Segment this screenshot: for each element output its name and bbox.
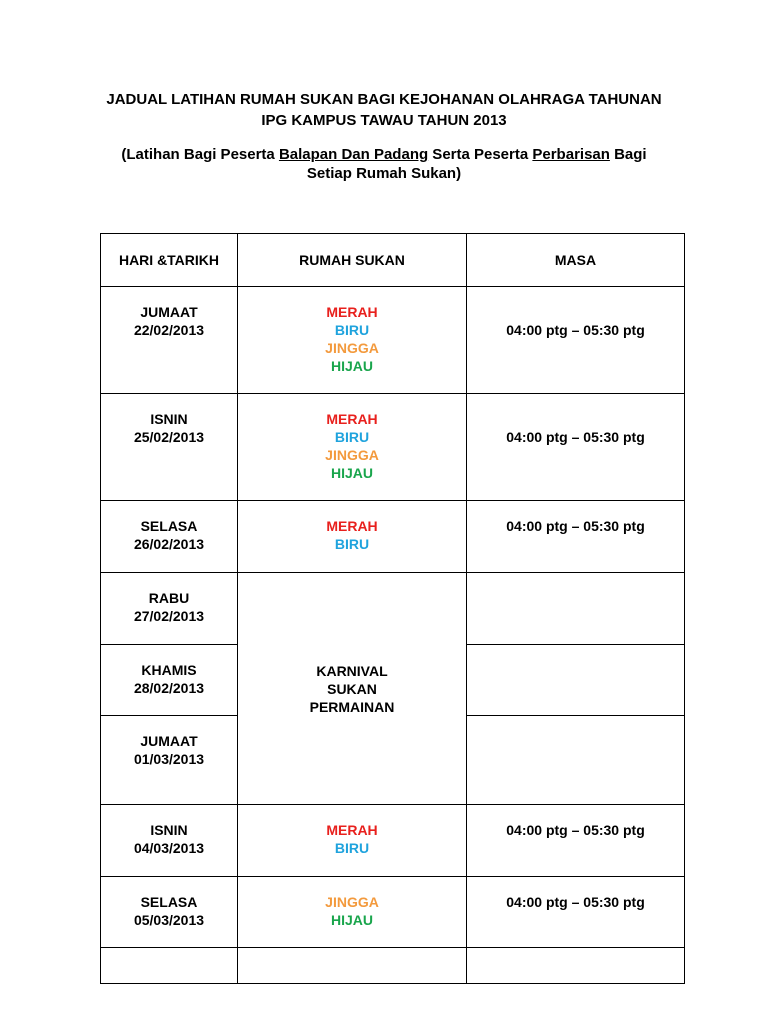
date-label: 05/03/2013 <box>133 912 205 928</box>
date-label: 04/03/2013 <box>133 840 205 856</box>
table-row <box>101 877 685 948</box>
houses-cell <box>238 287 467 394</box>
header-masa: MASA <box>467 234 685 287</box>
date-label: 27/02/2013 <box>133 608 205 624</box>
houses-cell <box>238 877 467 948</box>
date-label: 26/02/2013 <box>133 536 205 552</box>
date-label: 28/02/2013 <box>133 680 205 696</box>
table-row <box>101 805 685 877</box>
house-biru: BIRU <box>334 840 370 856</box>
table-row-empty <box>101 948 685 984</box>
houses-cell <box>238 805 467 877</box>
schedule-table <box>100 233 685 984</box>
day-date-cell <box>101 394 238 501</box>
day-label: RABU <box>148 590 190 606</box>
table-row <box>101 287 685 394</box>
subtitle-underlined-perbarisan: Perbarisan <box>532 146 610 163</box>
time-cell-empty <box>467 573 685 645</box>
subtitle-underlined-balapan: Balapan Dan Padang <box>278 146 429 163</box>
day-date-cell <box>101 716 238 805</box>
time-cell: 04:00 ptg – 05:30 ptg <box>467 877 685 948</box>
subtitle-text-2: Serta Peserta <box>428 146 533 163</box>
day-date-cell <box>101 645 238 716</box>
house-hijau: HIJAU <box>330 465 373 481</box>
house-biru: BIRU <box>334 322 370 338</box>
day-label: ISNIN <box>150 411 188 427</box>
house-jingga: JINGGA <box>325 447 379 463</box>
house-jingga: JINGGA <box>325 340 379 356</box>
time-cell: 04:00 ptg – 05:30 ptg <box>467 287 685 394</box>
house-merah: MERAH <box>326 304 378 320</box>
house-merah: MERAH <box>326 518 378 534</box>
day-label: JUMAAT <box>140 733 198 749</box>
day-label: KHAMIS <box>141 662 197 678</box>
day-label: SELASA <box>140 518 198 534</box>
houses-cell <box>238 501 467 573</box>
houses-cell <box>238 394 467 501</box>
day-date-cell <box>101 805 238 877</box>
house-biru: BIRU <box>334 429 370 445</box>
table-row <box>101 501 685 573</box>
subtitle-text-1: (Latihan Bagi Peserta <box>121 146 279 163</box>
subtitle-text-3: Bagi <box>609 146 647 163</box>
day-label: JUMAAT <box>140 304 198 320</box>
house-jingga: JINGGA <box>325 894 379 910</box>
subtitle-line-1 <box>0 145 768 165</box>
table-row <box>101 573 685 645</box>
table-row <box>101 394 685 501</box>
day-date-cell <box>101 877 238 948</box>
header-hari-tarikh: HARI &TARIKH <box>101 234 238 287</box>
subtitle-line-2: Setiap Rumah Sukan) <box>306 165 462 182</box>
day-date-cell <box>101 501 238 573</box>
empty-cell <box>467 948 685 984</box>
table-header-row <box>101 234 685 287</box>
day-date-cell <box>101 573 238 645</box>
house-hijau: HIJAU <box>330 358 373 374</box>
karnival-line-1: KARNIVAL <box>316 662 388 679</box>
house-merah: MERAH <box>326 411 378 427</box>
date-label: 01/03/2013 <box>133 751 205 767</box>
house-biru: BIRU <box>334 536 370 552</box>
document-title-line-2: IPG KAMPUS TAWAU TAHUN 2013 <box>261 112 507 129</box>
day-date-cell <box>101 287 238 394</box>
house-hijau: HIJAU <box>330 912 373 928</box>
time-cell-empty <box>467 716 685 805</box>
empty-cell <box>101 948 238 984</box>
document-title-line-1: JADUAL LATIHAN RUMAH SUKAN BAGI KEJOHANAN OLAHRAGA TAHUNAN <box>106 91 662 108</box>
time-cell: 04:00 ptg – 05:30 ptg <box>467 394 685 501</box>
header-rumah-sukan: RUMAH SUKAN <box>238 234 467 287</box>
karnival-line-2: SUKAN <box>327 680 377 697</box>
time-cell: 04:00 ptg – 05:30 ptg <box>467 501 685 573</box>
date-label: 25/02/2013 <box>133 429 205 445</box>
time-cell-empty <box>467 645 685 716</box>
karnival-cell <box>238 573 467 805</box>
day-label: SELASA <box>140 894 198 910</box>
empty-cell <box>238 948 467 984</box>
house-merah: MERAH <box>326 822 378 838</box>
day-label: ISNIN <box>150 822 188 838</box>
time-cell: 04:00 ptg – 05:30 ptg <box>467 805 685 877</box>
date-label: 22/02/2013 <box>133 322 205 338</box>
karnival-line-3: PERMAINAN <box>309 698 395 715</box>
